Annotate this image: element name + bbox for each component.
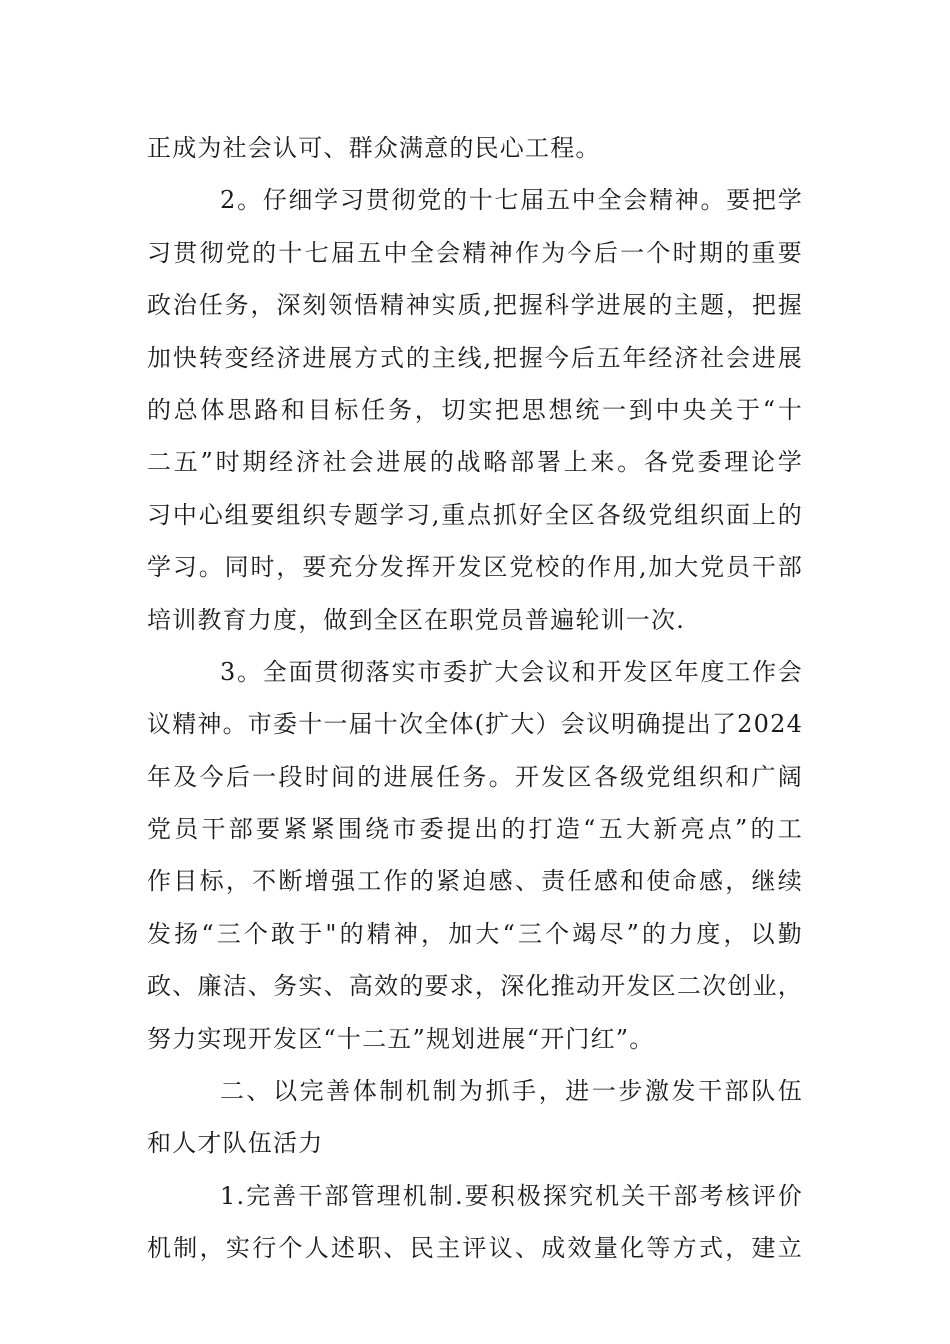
text-line: 二、以完善体制机制为抓手，进一步激发干部队伍	[220, 1077, 803, 1106]
text-line: 培训教育力度，做到全区在职党员普遍轮训一次.	[147, 605, 686, 634]
text-line: 政治任务，深刻领悟精神实质,把握科学进展的主题，把握	[147, 291, 803, 320]
text-line: 学习。同时，要充分发挥开发区党校的作用,加大党员干部	[147, 553, 803, 582]
text-line: 作目标，不断增强工作的紧迫感、责任感和使命感，继续	[147, 867, 803, 896]
text-line: 议精神。市委十一届十次全体(扩大）会议明确提出了2024	[147, 710, 804, 739]
text-line: 1.完善干部管理机制.要积极探究机关干部考核评价	[220, 1181, 803, 1210]
text-line: 和人才队伍活力	[147, 1129, 324, 1158]
text-line: 2。仔细学习贯彻党的十七届五中全会精神。要把学	[220, 186, 803, 215]
text-line: 努力实现开发区“十二五”规划进展“开门红”。	[147, 1024, 655, 1053]
text-line: 发扬“三个敢于"的精神，加大“三个竭尽”的力度，以勤	[147, 919, 803, 948]
text-line: 的总体思路和目标任务，切实把思想统一到中央关于“十	[147, 395, 803, 424]
text-line: 正成为社会认可、群众满意的民心工程。	[147, 134, 601, 162]
text-line: 3。全面贯彻落实市委扩大会议和开发区年度工作会	[220, 657, 803, 686]
text-line: 年及今后一段时间的进展任务。开发区各级党组织和广阔	[147, 762, 803, 791]
document-body	[147, 122, 807, 1275]
text-line: 政、廉洁、务实、高效的要求，深化推动开发区二次创业，	[147, 972, 803, 1001]
text-line: 习中心组要组织专题学习,重点抓好全区各级党组织面上的	[147, 500, 803, 529]
text-line: 党员干部要紧紧围绕市委提出的打造“五大新亮点”的工	[147, 815, 803, 844]
text-line: 加快转变经济进展方式的主线,把握今后五年经济社会进展	[147, 343, 803, 372]
text-line: 习贯彻党的十七届五中全会精神作为今后一个时期的重要	[147, 238, 803, 267]
text-line: 机制，实行个人述职、民主评议、成效量化等方式，建立	[147, 1234, 803, 1263]
text-line: 二五”时期经济社会进展的战略部署上来。各党委理论学	[147, 448, 803, 477]
